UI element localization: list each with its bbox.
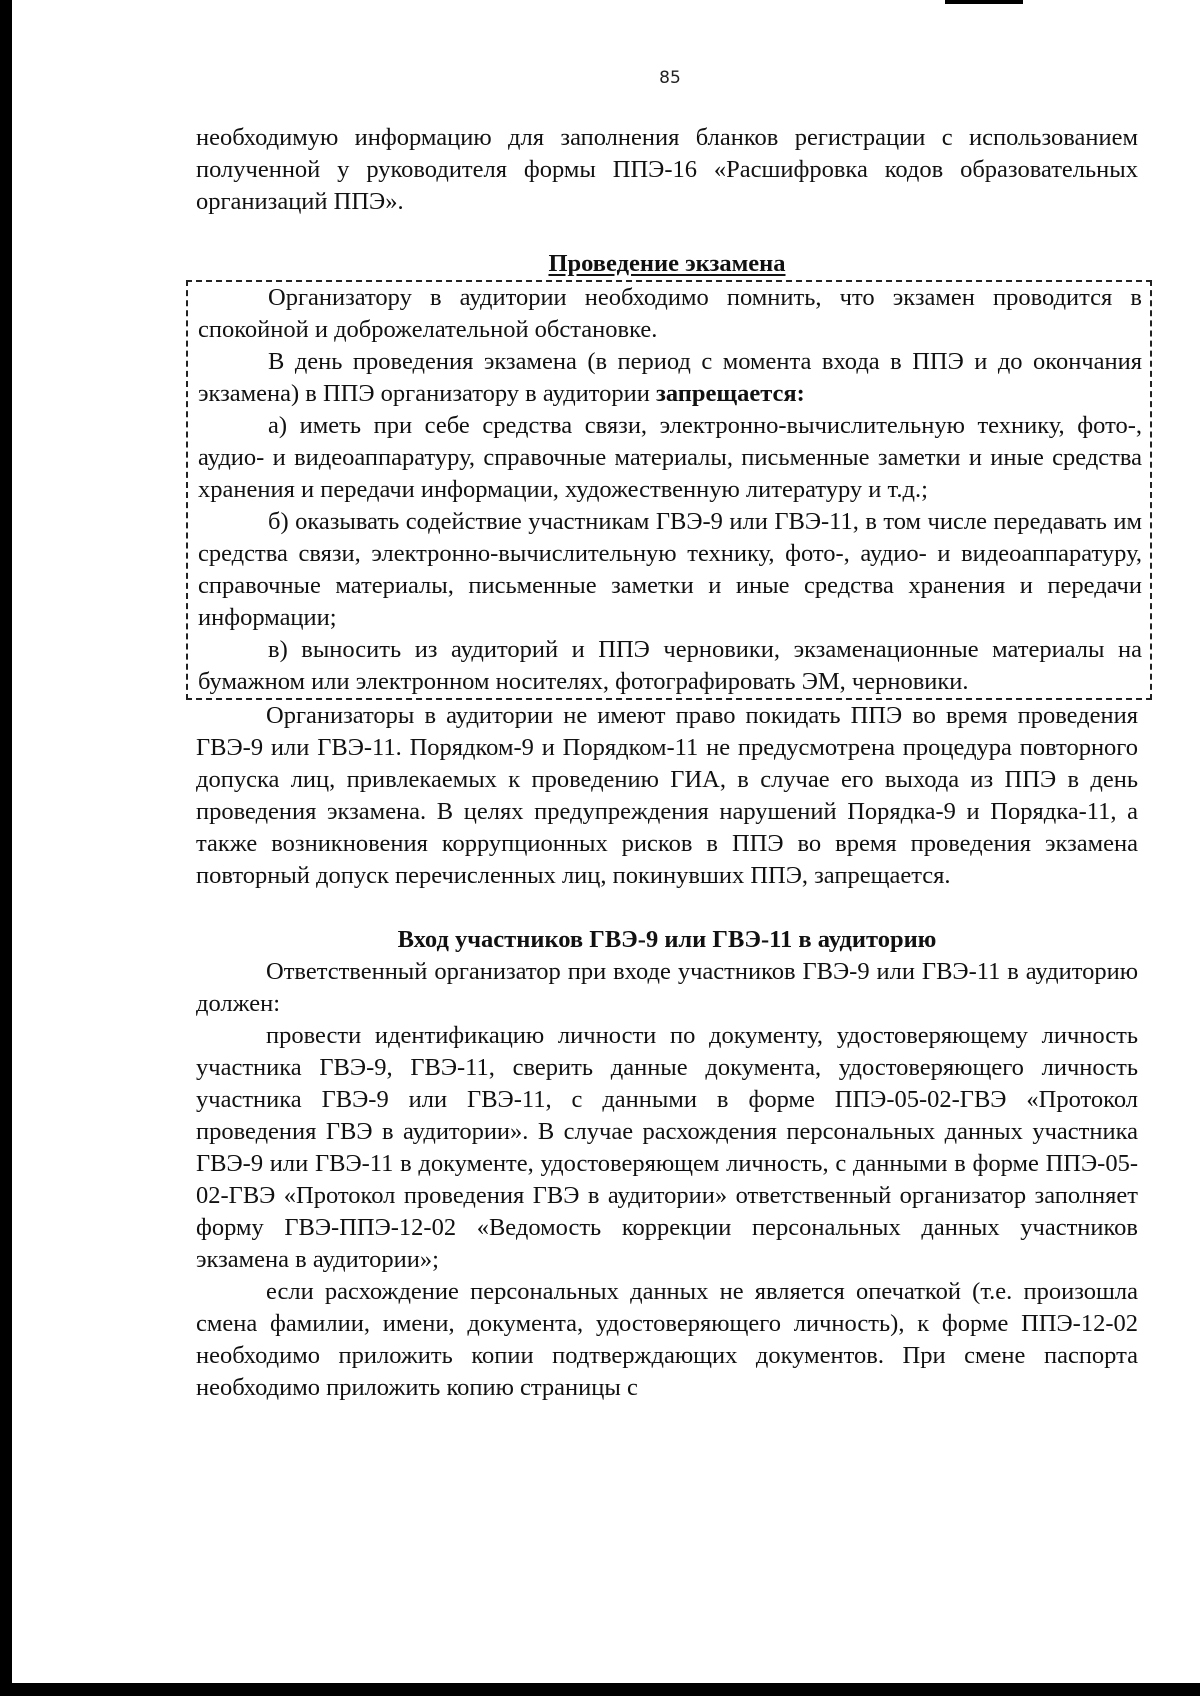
entry-paragraph-2: провести идентификацию личности по документу, удостоверяющему личность участника ГВЭ-9, ГВЭ-11, сверить данные документа, удостоверяющего личность участника ГВЭ-9 или ГВЭ-11, с данными в форме ППЭ-05-02-ГВЭ «Протокол проведения ГВЭ в аудитории». В случае расхождения персональных данных участника ГВЭ-9 или ГВЭ-11 в документе, удостоверяющем личность, с данными в форме ППЭ-05-02-ГВЭ «Протокол проведения ГВЭ в аудитории» ответственный организатор заполняет форму ГВЭ-ППЭ-12-02 «Ведомость коррекции персональных данных участников экзамена в аудитории»; [196, 1022, 1138, 1273]
frame-paragraph-1: Организатору в аудитории необходимо помнить, что экзамен проводится в спокойной и доброжелательной обстановке. [198, 284, 1142, 343]
list-item-b: б) оказывать содействие участникам ГВЭ-9 или ГВЭ-11, в том числе передавать им средства связи, электронно-вычислительную технику, фото-, аудио- и видеоаппаратуру, справочные материалы, письменные заметки и иные средства хранения и передачи информации; [198, 508, 1142, 631]
scan-left-border [0, 0, 12, 1696]
page-body [196, 122, 1142, 1404]
entry-paragraph-1: Ответственный организатор при входе участников ГВЭ-9 или ГВЭ-11 в аудиторию должен: [196, 958, 1138, 1017]
frame-paragraph-2-text: В день проведения экзамена (в период с момента входа в ППЭ и до окончания экзамена) в ППЭ организатору в аудитории [198, 348, 1142, 407]
page-number: 85 [659, 68, 681, 88]
dashed-frame [186, 280, 1152, 700]
scan-bottom-border [0, 1683, 1200, 1696]
after-frame-paragraph: Организаторы в аудитории не имеют право покидать ППЭ во время проведения ГВЭ-9 или ГВЭ-11. Порядком-9 и Порядком-11 не предусмотрена процедура повторного допуска лиц, привлекаемых к проведению ГИА, в случае его выхода из ППЭ в день проведения экзамена. В целях предупреждения нарушений Порядка-9 и Порядка-11, а также возникновения коррупционных рисков в ППЭ во время проведения экзамена повторный допуск перечисленных лиц, покинувших ППЭ, запрещается. [196, 702, 1138, 889]
list-item-c: в) выносить из аудиторий и ППЭ черновики, экзаменационные материалы на бумажном или электронном носителях, фотографировать ЭМ, черновики. [198, 636, 1142, 695]
entry-paragraph-3: если расхождение персональных данных не является опечаткой (т.е. произошла смена фамилии, имени, документа, удостоверяющего личность), к форме ППЭ-12-02 необходимо приложить копии подтверждающих документов. При смене паспорта необходимо приложить копию страницы с [196, 1278, 1138, 1401]
intro-paragraph: необходимую информацию для заполнения бланков регистрации с использованием полученной у руководителя формы ППЭ-16 «Расшифровка кодов образовательных организаций ППЭ». [196, 124, 1138, 215]
scan-top-mark [945, 0, 1023, 4]
frame-paragraph-2 [198, 346, 1142, 410]
list-item-a: а) иметь при себе средства связи, электронно-вычислительную технику, фото-, аудио- и видеоаппаратуру, справочные материалы, письменные заметки и иные средства хранения и передачи информации, художественную литературу и т.д.; [198, 412, 1142, 503]
section-heading-entry: Вход участников ГВЭ-9 или ГВЭ-11 в аудиторию [397, 926, 937, 953]
prohibited-label: запрещается: [656, 380, 805, 407]
section-heading-exam: Проведение экзамена [548, 250, 786, 277]
